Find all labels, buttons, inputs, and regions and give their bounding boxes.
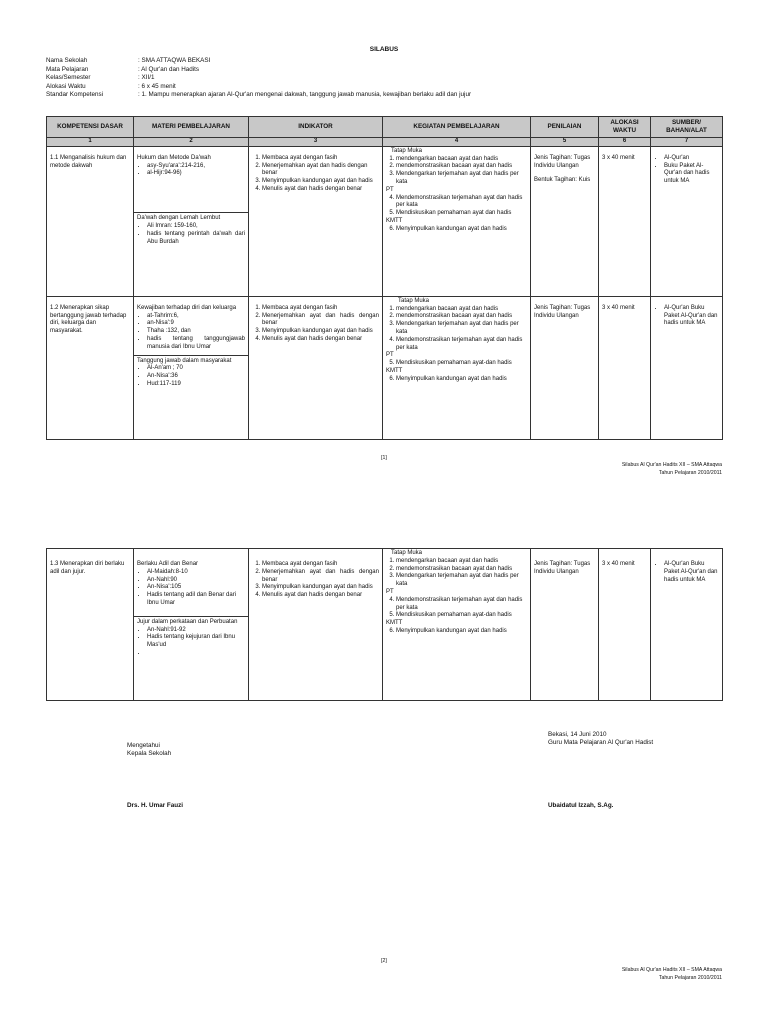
list-item: • asy-Syu'ara':214-216, [147, 163, 245, 171]
list-item: • al-Hijr:94-96) [147, 170, 245, 178]
col-number: 1 [47, 138, 134, 147]
col-header: SUMBER/ BAHAN/ALAT [651, 117, 723, 138]
materi-cell [134, 146, 249, 296]
signature-right [548, 731, 653, 747]
info-value: : XII/1 [138, 74, 155, 81]
list-item: • Buku Paket Al-Qur'an dan hadis untuk MA [664, 163, 719, 186]
list-item: 2. mendemonstrasikan bacaan ayat dan hadis [396, 313, 527, 321]
footer-line: Tahun Pelajaran 2010/2011 [658, 469, 722, 476]
list-item: 6. Menyimpulkan kandungan ayat dan hadis [396, 376, 527, 384]
materi-title: Kewajiban terhadap diri dan keluarga [137, 304, 237, 311]
list-item: • hadis tentang perintah da'wah dari Abu Burdah [147, 231, 245, 247]
page-number: [2] [381, 958, 387, 964]
kegiatan-label: KMTT [386, 367, 403, 374]
info-label: Mata Pelajaran [46, 65, 89, 73]
list-item: 3. Mendengarkan terjemahan ayat dan hadis per kata [396, 573, 527, 589]
list-item: • An-Nisa':36 [147, 373, 245, 381]
table-row [47, 296, 723, 439]
list-item: 5. Mendiskusikan pemahaman ayat dan hadis [396, 210, 527, 218]
kompetensi-dasar: 1.1 Menganalisis hukum dan metode dakwah [47, 146, 134, 296]
list-item: • Hud:117-119 [147, 381, 245, 389]
info-value: : 1. Mampu menerapkan ajaran Al-Qur'an mengenai dakwah, tanggung jawab manusia, kewajiban berlaku adil dan jujur [138, 91, 472, 98]
info-label: Kelas/Semester [46, 74, 91, 81]
list-item: 6. Menyimpulkan kandungan ayat dan hadis [396, 226, 527, 234]
list-item: 1. Membaca ayat dengan fasih [262, 561, 379, 569]
place-date: Bekasi, 14 Juni 2010 [548, 731, 607, 738]
col-number: 2 [134, 138, 249, 147]
col-header: PENILAIAN [531, 117, 599, 138]
list-item: 1. mendengarkan bacaan ayat dan hadis [396, 558, 527, 566]
page-footer [622, 462, 722, 478]
list-item: 2. Menerjemahkan ayat dan hadis dengan benar [262, 569, 379, 585]
kegiatan-label: PT [386, 352, 394, 359]
table-row [47, 549, 723, 701]
kegiatan-cell [383, 549, 531, 701]
list-item: 3. Menyimpulkan kandungan ayat dan hadis [262, 584, 379, 592]
list-item: • Thaha :132, dan [147, 328, 245, 336]
alokasi-cell: 3 x 40 menit [599, 146, 651, 296]
list-item: • at-Tahrim:6, [147, 313, 245, 321]
info-label: Alokasi Waktu [46, 82, 86, 90]
kegiatan-label: Tatap Muka [398, 297, 430, 304]
list-item: 1. Membaca ayat dengan fasih [262, 305, 379, 313]
list-item: • Al-Qur'an Buku Paket Al-Qur'an dan hadis untuk MA [664, 561, 719, 584]
sumber-cell [651, 146, 723, 296]
list-item: • an-Nisa':9 [147, 320, 245, 328]
kegiatan-label: PT [386, 186, 394, 193]
col-header: MATERI PEMBELAJARAN [134, 117, 249, 138]
list-item: 3. Menyimpulkan kandungan ayat dan hadis [262, 178, 379, 186]
materi-title: Berlaku Adil dan Benar [137, 561, 199, 567]
info-value: : 6 x 45 menit [138, 82, 176, 90]
kegiatan-label: Tatap Muka [391, 550, 423, 556]
kegiatan-label: Tatap Muka [391, 147, 423, 154]
indikator-cell [249, 296, 383, 439]
col-header: ALOKASI WAKTU [599, 117, 651, 138]
kegiatan-label: KMTT [386, 217, 403, 224]
list-item: 3. Mendengarkan terjemahan ayat dan hadis per kata [396, 171, 527, 187]
syllabus-table-continued [46, 548, 723, 701]
materi-cell [134, 549, 249, 701]
materi-title: Jujur dalam perkataan dan Perbuatan [137, 618, 238, 625]
document-title: SILABUS [369, 46, 399, 53]
signature-left [127, 742, 171, 758]
kegiatan-cell [383, 296, 531, 439]
list-item: 1. Membaca ayat dengan fasih [262, 155, 379, 163]
list-item: 1. mendengarkan bacaan ayat dan hadis [396, 306, 527, 314]
list-item: 4. Mendemonstrasikan terjemahan ayat dan hadis per kata [396, 337, 527, 353]
list-item: • Ali Imran: 159-160, [147, 223, 245, 231]
kegiatan-label: PT [386, 588, 394, 595]
list-item [147, 650, 245, 658]
indikator-cell [249, 549, 383, 701]
page-number: [1] [381, 455, 387, 461]
syllabus-table [46, 116, 723, 440]
kegiatan-cell [383, 146, 531, 296]
list-item: 4. Menulis ayat dan hadis dengan benar [262, 336, 379, 344]
col-number: 4 [383, 138, 531, 147]
list-item: 4. Mendemonstrasikan terjemahan ayat dan hadis per kata [396, 195, 527, 211]
list-item: • Al-Qur'an [664, 155, 719, 163]
alokasi-cell: 3 x 40 menit [599, 549, 651, 701]
list-item: • Al-Qur'an Buku Paket Al-Qur'an dan hadis untuk MA [664, 305, 719, 328]
col-header: KEGIATAN PEMBELAJARAN [383, 117, 531, 138]
materi-title: Hukum dan Metode Da'wah [137, 154, 211, 161]
footer-line: Tahun Pelajaran 2010/2011 [658, 974, 722, 981]
teacher-name: Ubaidatul Izzah, S.Ag. [548, 802, 614, 809]
penilaian-cell [531, 549, 599, 701]
table-row [47, 146, 723, 296]
indikator-cell [249, 146, 383, 296]
principal-title: Kepala Sekolah [127, 750, 172, 758]
sumber-cell [651, 296, 723, 439]
list-item: 2. Menerjemahkan ayat dan hadis dengan benar [262, 313, 379, 329]
materi-cell [134, 296, 249, 439]
penilaian-cell [531, 146, 599, 296]
list-item: 1. mendengarkan bacaan ayat dan hadis [396, 156, 527, 164]
sumber-cell [651, 549, 723, 701]
list-item: 4. Menulis ayat dan hadis dengan benar [262, 186, 379, 194]
list-item: • Hadis tentang kejujuran dari Ibnu Mas'ud [147, 634, 245, 650]
materi-title: Tanggung jawab dalam masyarakat [137, 357, 232, 364]
info-value: : SMA ATTAQWA BEKASI [138, 57, 211, 64]
col-number: 6 [599, 138, 651, 147]
list-item: 3. Menyimpulkan kandungan ayat dan hadis [262, 328, 379, 336]
kompetensi-dasar: 1.3 Menerapkan diri berlaku adil dan jujur. [47, 549, 134, 701]
list-item: 4. Menulis ayat dan hadis dengan benar [262, 592, 379, 600]
list-item: • An-Nahl:91-92 [147, 627, 245, 635]
list-item: 2. Menerjemahkan ayat dan hadis dengan benar [262, 163, 379, 179]
info-label: Nama Sekolah [46, 57, 88, 64]
list-item: • Al-Maidah:8-10 [147, 569, 245, 577]
list-item: 5. Mendiskusikan pemahaman ayat-dan hadis [396, 360, 527, 368]
list-item: 5. Mendiskusikan pemahaman ayat-dan hadis [396, 612, 527, 620]
col-header: INDIKATOR [249, 117, 383, 138]
list-item: 2. mendemonstrasikan bacaan ayat dan hadis [396, 566, 527, 574]
materi-title: Da'wah dengan Lemah Lembut [137, 215, 221, 222]
list-item: 3. Mendengarkan terjemahan ayat dan hadis per kata [396, 321, 527, 337]
kegiatan-label: KMTT [386, 620, 403, 627]
alokasi-cell: 3 x 40 menit [599, 296, 651, 439]
penilaian-jenis: Jenis Tagihan: Tugas Individu Ulangan [534, 154, 591, 169]
list-item: 6. Menyimpulkan kandungan ayat dan hadis [396, 628, 527, 636]
info-value: : Al Qur'an dan Hadits [138, 65, 200, 73]
penilaian-cell [531, 296, 599, 439]
list-item: • hadis tentang tanggungjawab manusia dari Ibnu Umar [147, 336, 245, 352]
list-item: • An-Nisa':105 [147, 584, 245, 592]
penilaian-jenis: Jenis Tagihan: Tugas Individu Ulangan [534, 561, 591, 575]
footer-line: Silabus Al Qur'an Hadits XII – SMA Attaqwa [621, 462, 722, 468]
principal-name: Drs. H. Umar Fauzi [127, 802, 183, 809]
acknowledge-label: Mengetahui [127, 742, 160, 749]
list-item: 2. mendemonstrasikan bacaan ayat dan hadis [396, 163, 527, 171]
col-header: KOMPETENSI DASAR [47, 117, 134, 138]
col-number: 3 [249, 138, 383, 147]
list-item: • Hadis tentang adil dan Benar dari Ibnu Umar [147, 592, 245, 608]
col-number: 5 [531, 138, 599, 147]
penilaian-bentuk: Bentuk Tagihan: Kuis [534, 177, 591, 184]
kompetensi-dasar: 1.2 Menerapkan sikap bertanggung jawab terhadap diri, keluarga dan masyarakat. [47, 296, 134, 439]
page-footer [622, 967, 722, 983]
col-number: 7 [651, 138, 723, 147]
penilaian-jenis: Jenis Tagihan: Tugas Individu Ulangan [534, 304, 591, 319]
school-info [46, 57, 471, 100]
list-item: 4. Mendemonstrasikan terjemahan ayat dan hadis per kata [396, 597, 527, 613]
info-label: Standar Kompetensi [46, 91, 104, 98]
list-item: • Al-An'am ; 70 [147, 365, 245, 373]
teacher-title: Guru Mata Pelajaran Al Qur'an Hadist [548, 739, 654, 747]
footer-line: Silabus Al Qur'an Hadits XII – SMA Attaqwa [621, 967, 722, 973]
list-item: • An-Nahl:90 [147, 577, 245, 585]
